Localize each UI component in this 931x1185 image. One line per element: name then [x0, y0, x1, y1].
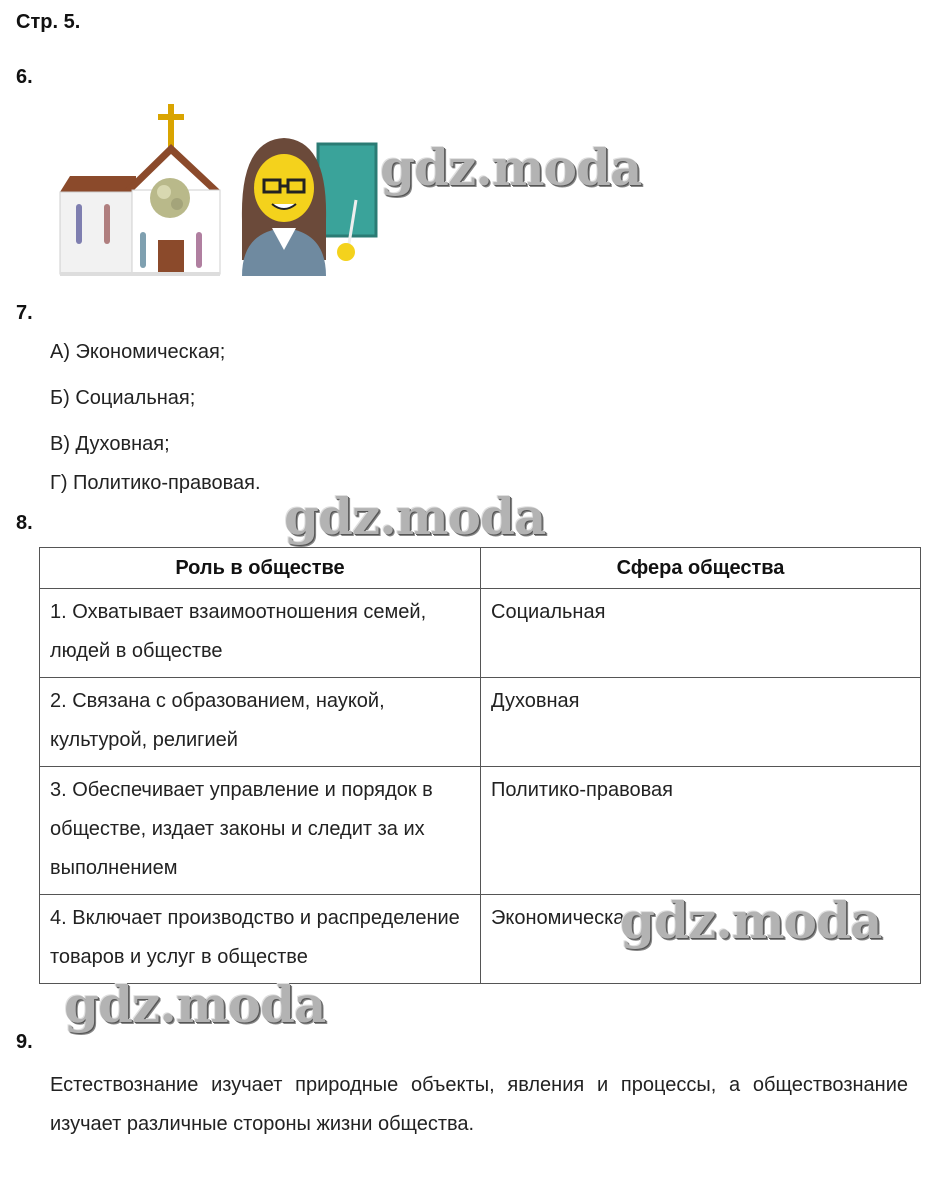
sphere-cell: Духовная — [481, 678, 921, 767]
header-role: Роль в обществе — [40, 548, 481, 589]
question-6-number: 6. — [16, 66, 33, 88]
header-sphere: Сфера общества — [481, 548, 921, 589]
table-header-row — [40, 548, 921, 589]
role-cell: 1. Охватывает взаимоотношения семей, людей в обществе — [40, 589, 481, 678]
question-7-number: 7. — [16, 302, 33, 324]
watermark-3: gdz.moda — [620, 891, 882, 950]
table-row — [40, 767, 921, 895]
question-9-answer: Естествознание изучает природные объекты, явления и процессы, а обществознание изучает различные стороны жизни общества. — [50, 1074, 908, 1135]
teacher-icon — [242, 138, 376, 276]
sphere-cell: Экономическая — [481, 895, 921, 984]
watermark-4: gdz.moda — [64, 975, 326, 1034]
role-cell: 4. Включает производство и распределение товаров и услуг в обществе — [40, 895, 481, 984]
role-cell: 2. Связана с образованием, наукой, культурой, религией — [40, 678, 481, 767]
answer-d: Г) Политико-правовая. — [50, 472, 261, 494]
page-heading: Стр. 5. — [16, 11, 81, 33]
role-cell: 3. Обеспечивает управление и порядок в обществе, издает законы и следит за их выполнением — [40, 767, 481, 895]
question-6-illustration — [56, 100, 386, 280]
watermark-2: gdz.moda — [284, 487, 546, 546]
answer-c: В) Духовная; — [50, 433, 170, 455]
question-9-number: 9. — [16, 1031, 33, 1053]
table-row — [40, 589, 921, 678]
church-icon — [60, 104, 220, 276]
sphere-cell: Политико-правовая — [481, 767, 921, 895]
question-8-number: 8. — [16, 512, 33, 534]
answer-a: А) Экономическая; — [50, 341, 226, 363]
table-row — [40, 678, 921, 767]
answer-b: Б) Социальная; — [50, 387, 196, 409]
sphere-cell: Социальная — [481, 589, 921, 678]
watermark-1: gdz.moda — [380, 138, 642, 197]
